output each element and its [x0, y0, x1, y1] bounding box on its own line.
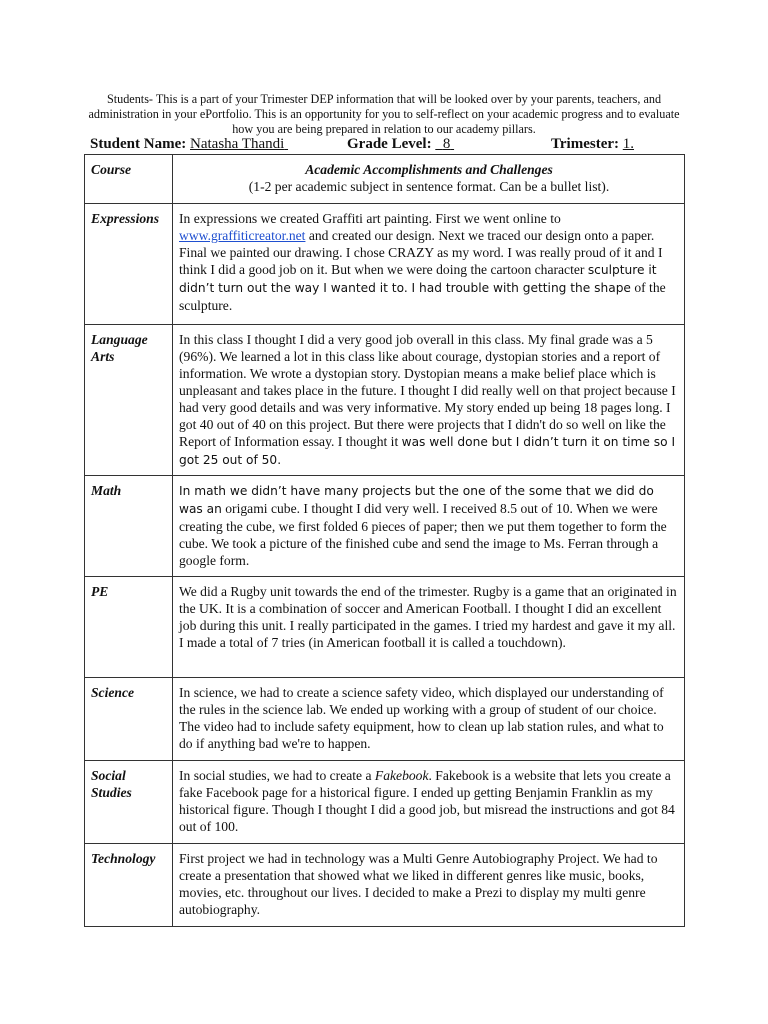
- course-cell: Expressions: [85, 204, 173, 325]
- student-name-label: Student Name:: [90, 136, 187, 152]
- course-cell: Social Studies: [85, 761, 173, 844]
- table-row: [85, 678, 685, 761]
- trimester-field: [551, 136, 634, 153]
- intro-paragraph: Students- This is a part of your Trimester DEP information that will be looked over by your parents, teachers, and administration in your ePortfolio. This is an opportunity for you to self-reflect on your academic progress and to evaluate how you are being prepared in relation to our academy pillars.: [88, 92, 680, 137]
- accomplishment-cell: In expressions we created Graffiti art painting. First we went online to www.graffiticreator.net and created our design. Next we traced our design onto a paper. Final we painted our drawing. I chose CRAZY as my word. I was really proud of it and I think I did a good job on it. But when we were doing the cartoon character sculpture it didn’t turn out the way I wanted it to. I had trouble with getting the shape of the sculpture.: [173, 204, 685, 325]
- student-info-row: [90, 136, 690, 156]
- accomplishment-cell: In social studies, we had to create a Fakebook. Fakebook is a website that lets you create a fake Facebook page for a historical figure. I ended up getting Benjamin Franklin as my historical figure. Though I thought I did a good job, but misread the instructions and got 84 out of 100.: [173, 761, 685, 844]
- course-cell: Language Arts: [85, 325, 173, 476]
- course-cell: Math: [85, 476, 173, 577]
- accomplishment-cell: First project we had in technology was a Multi Genre Autobiography Project. We had to create a presentation that showed what we liked in different genres like music, books, movies, etc. throughout our lives. I decided to make a Prezi to display my multi genre autobiography.: [173, 844, 685, 927]
- course-cell: Technology: [85, 844, 173, 927]
- graffiti-creator-link[interactable]: www.graffiticreator.net: [179, 228, 306, 243]
- student-name-value: Natasha Thandi: [190, 136, 285, 152]
- dep-table: [84, 154, 685, 927]
- table-subtitle: (1-2 per academic subject in sentence format. Can be a bullet list).: [248, 179, 610, 194]
- accomplishment-cell: In math we didn’t have many projects but the one of the some that we did do was an origami cube. I thought I did very well. I received 8.5 out of 10. When we were creating the cube, we first folded 6 pieces of paper; then we put them together to form the cube. We took a picture of the finished cube and send the image to Ms. Ferran through a google form.: [173, 476, 685, 577]
- table-row: [85, 204, 685, 325]
- accomplishment-cell: In science, we had to create a science safety video, which displayed our understanding of the rules in the science lab. We ended up working with a group of student of our choice. The video had to include safety equipment, how to clean up lab station rules, and what to do if anything bad we're to happen.: [173, 678, 685, 761]
- accomplishment-cell: We did a Rugby unit towards the end of the trimester. Rugby is a game that an originated in the UK. It is a combination of soccer and American Football. I thought I did an excellent job during this unit. I really participated in the games. I tried my hardest and gave it my all. I made a total of 7 tries (in American football it is called a touchdown).: [173, 577, 685, 678]
- table-row: [85, 577, 685, 678]
- student-name-field: [90, 136, 288, 153]
- accomplishments-header: [173, 155, 685, 204]
- table-row: [85, 325, 685, 476]
- course-header: Course: [85, 155, 173, 204]
- table-header-row: [85, 155, 685, 204]
- trimester-value: 1.: [622, 136, 635, 152]
- table-title: Academic Accomplishments and Challenges: [305, 162, 553, 177]
- grade-level-field: [347, 136, 454, 153]
- table-row: [85, 844, 685, 927]
- trimester-label: Trimester:: [551, 136, 620, 152]
- table-row: [85, 761, 685, 844]
- grade-level-value: 8: [442, 136, 451, 152]
- table-row: [85, 476, 685, 577]
- grade-level-label: Grade Level:: [347, 136, 432, 152]
- course-cell: PE: [85, 577, 173, 678]
- course-cell: Science: [85, 678, 173, 761]
- accomplishment-cell: In this class I thought I did a very good job overall in this class. My final grade was a 5 (96%). We learned a lot in this class like about courage, dystopian stories and a report of information. We wrote a dystopian story. Dystopian means a make belief place which is unpleasant and takes place in the future. I thought I did really well on that project because I had very good details and was very informative. My story ended up being 18 pages long. I got 40 out of 40 on this project. But there were projects that I didn't do so well on like the Report of Information essay. I thought it was well done but I didn’t turn it on time so I got 25 out of 50.: [173, 325, 685, 476]
